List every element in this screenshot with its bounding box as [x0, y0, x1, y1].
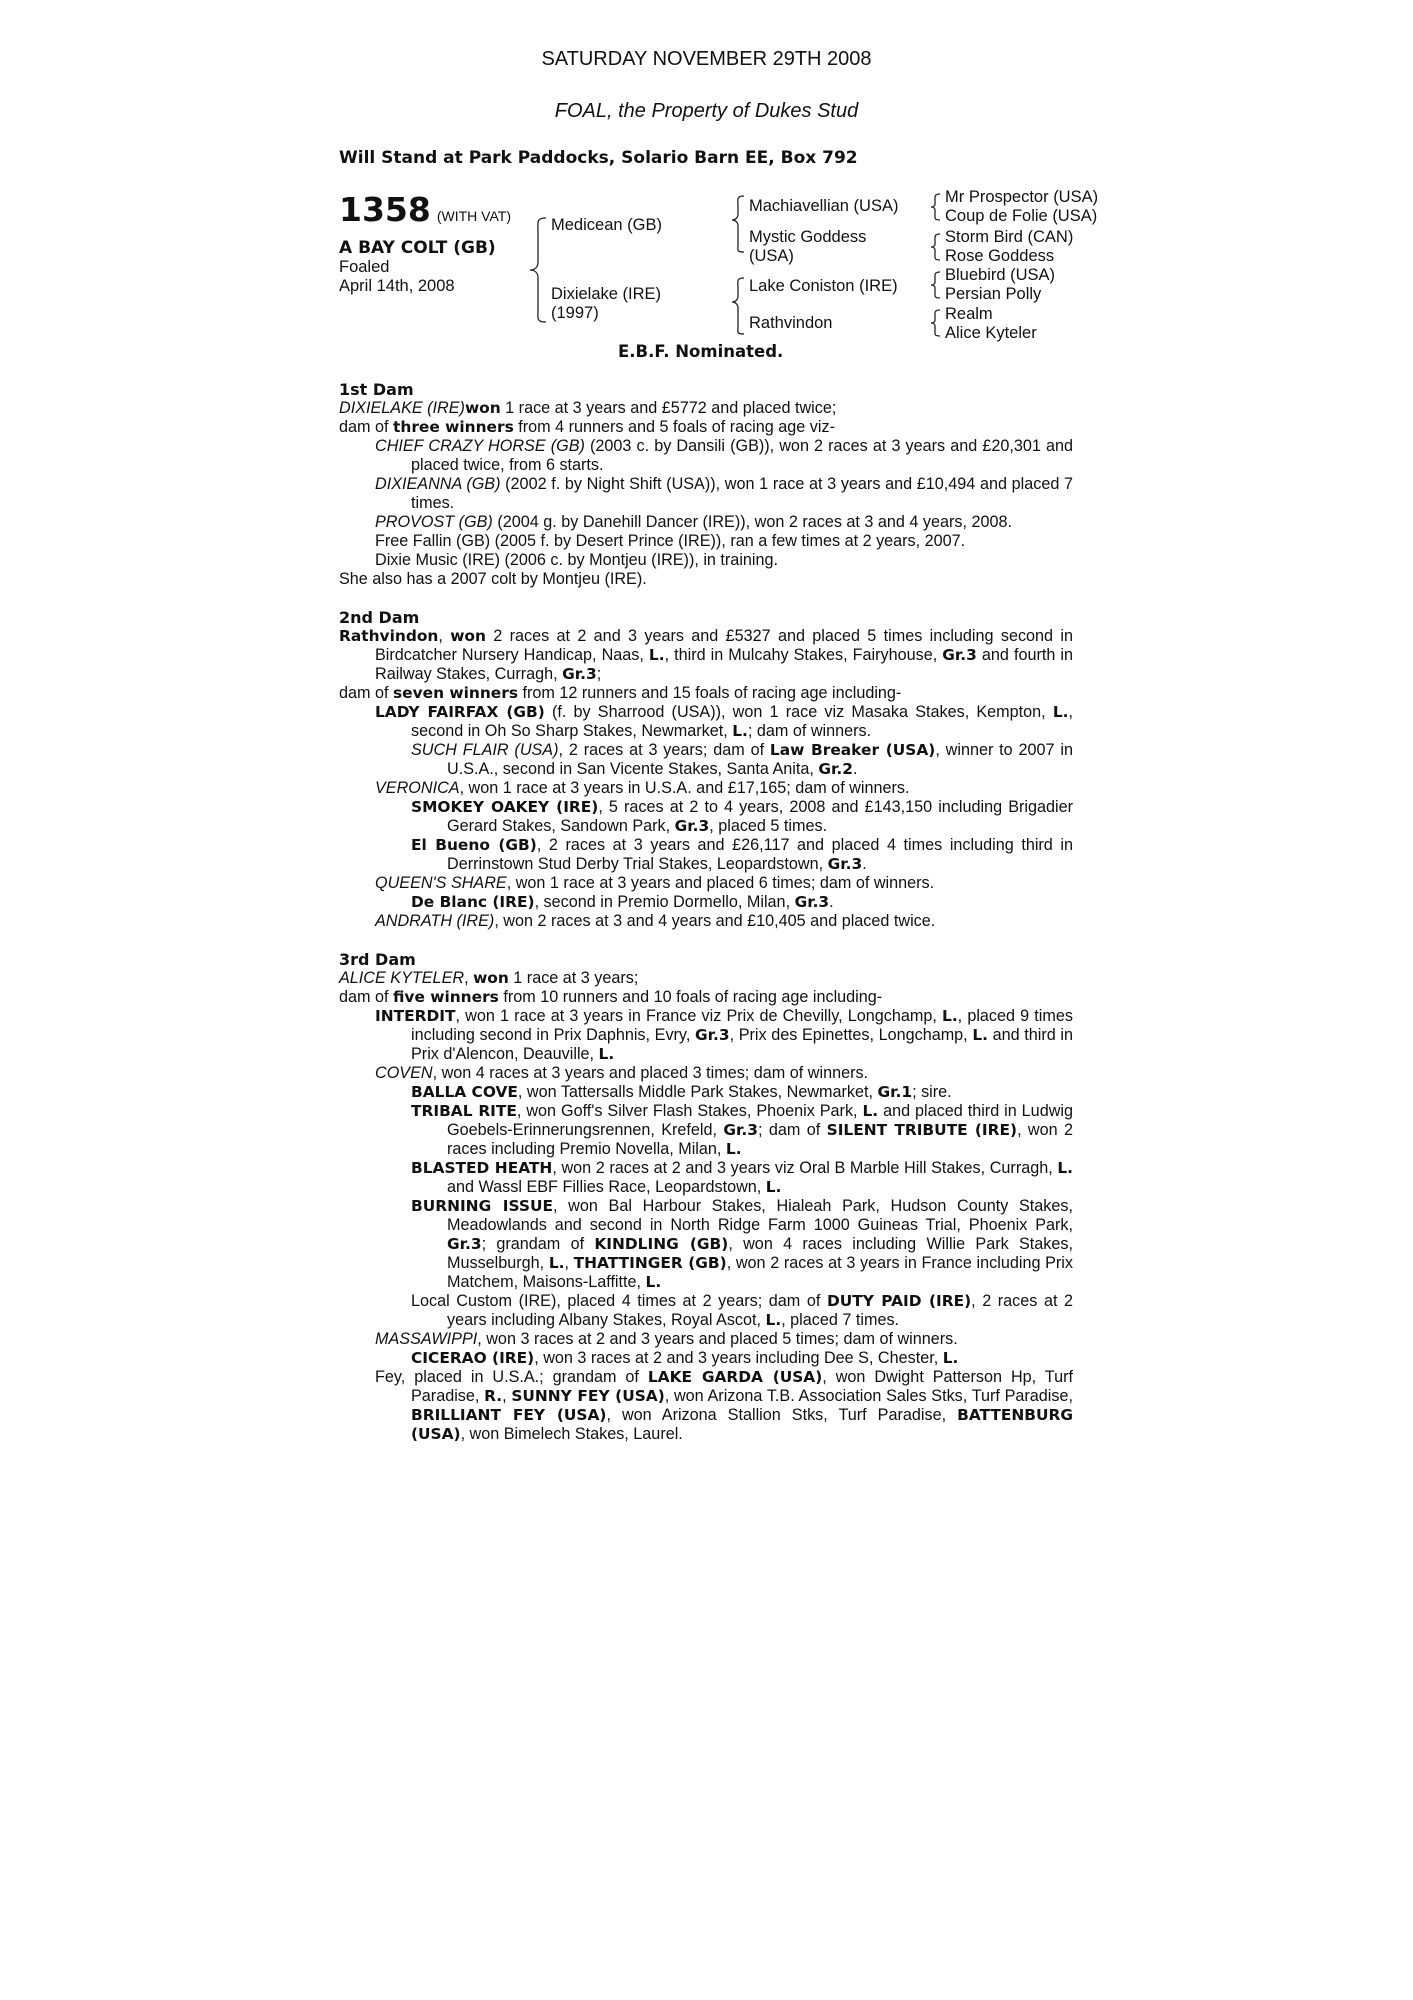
pedigree-dam-line1: Dixielake (IRE)	[551, 285, 662, 303]
pedigree-sss: Mr Prospector (USA)	[945, 188, 1099, 206]
foal-property-line: FOAL, the Property of Dukes Stud	[554, 100, 859, 122]
dam3-summary: ALICE KYTELER, won 1 race at 3 years;	[339, 969, 639, 987]
produce-entry: BLASTED HEATH, won 2 races at 2 and 3 years viz Oral B Marble Hill Stakes, Curragh, L. and Wassl EBF Fillies Race, Leopardstown, L.	[411, 1159, 1074, 1196]
section-heading-1st-dam: 1st Dam	[339, 380, 414, 399]
catalogue-body	[339, 380, 1073, 1444]
dam2-summary: Rathvindon, won 2 races at 2 and 3 years and £5327 and placed 5 times including second in Birdcatcher Nursery Handicap, Naas, L., third in Mulcahy Stakes, Fairyhouse, Gr.3 and fourth in Railway Stakes, Curragh, Gr.3;	[339, 627, 1074, 683]
produce-entry: VERONICA, won 1 race at 3 years in U.S.A. and £17,165; dam of winners.	[375, 779, 910, 797]
pedigree-sire-dam-line1: Mystic Goddess	[749, 228, 867, 246]
pedigree-ssd: Coup de Folie (USA)	[945, 207, 1098, 225]
produce-entry: BURNING ISSUE, won Bal Harbour Stakes, Hialeah Park, Hudson County Stakes, Meadowlands and second in North Ridge Farm 1000 Guineas Trial, Phoenix Park, Gr.3; grandam of KINDLING (GB), won 4 races including Willie Park Stakes, Musselburgh, L., THATTINGER (GB), won 2 races at 3 years in France including Prix Matchem, Maisons-Laffitte, L.	[411, 1197, 1073, 1291]
produce-entry: DIXIEANNA (GB) (2002 f. by Night Shift (USA)), won 1 race at 3 years and £10,494 and placed 7 times.	[375, 475, 1073, 512]
stand-location: Will Stand at Park Paddocks, Solario Barn EE, Box 792	[339, 148, 858, 168]
produce-entry: ANDRATH (IRE), won 2 races at 3 and 4 years and £10,405 and placed twice.	[375, 912, 936, 930]
pedigree-dds: Realm	[945, 305, 993, 323]
produce-note: She also has a 2007 colt by Montjeu (IRE).	[339, 570, 647, 588]
pedigree-dss: Bluebird (USA)	[945, 266, 1056, 284]
section-heading-3rd-dam: 3rd Dam	[339, 950, 416, 969]
pedigree-ddd: Alice Kyteler	[945, 324, 1037, 342]
produce-entry: LADY FAIRFAX (GB) (f. by Sharrood (USA)), won 1 race viz Masaka Stakes, Kempton, L., second in Oh So Sharp Stakes, Newmarket, L.; dam of winners.	[375, 703, 1073, 740]
section-heading-2nd-dam: 2nd Dam	[339, 608, 420, 627]
pedigree-dsd: Persian Polly	[945, 285, 1042, 303]
dam2-produce-summary: dam of seven winners from 12 runners and 15 foals of racing age including-	[339, 684, 902, 702]
produce-entry: Free Fallin (GB) (2005 f. by Desert Prince (IRE)), ran a few times at 2 years, 2007.	[375, 532, 966, 550]
sale-date: SATURDAY NOVEMBER 29TH 2008	[541, 48, 872, 70]
foaled-date: April 14th, 2008	[339, 277, 455, 295]
ebf-nominated: E.B.F. Nominated.	[618, 342, 784, 361]
produce-entry: PROVOST (GB) (2004 g. by Danehill Dancer (IRE)), won 2 races at 3 and 4 years, 2008.	[375, 513, 1012, 531]
produce-entry: MASSAWIPPI, won 3 races at 2 and 3 years and placed 5 times; dam of winners.	[375, 1330, 958, 1348]
produce-entry: CICERAO (IRE), won 3 races at 2 and 3 years including Dee S, Chester, L.	[411, 1349, 959, 1367]
pedigree-sire: Medicean (GB)	[551, 216, 662, 234]
pedigree-sds: Storm Bird (CAN)	[945, 228, 1074, 246]
dam3-produce-summary: dam of five winners from 10 runners and 10 foals of racing age including-	[339, 988, 883, 1006]
produce-entry: Fey, placed in U.S.A.; grandam of LAKE GARDA (USA), won Dwight Patterson Hp, Turf Paradise, R., SUNNY FEY (USA), won Arizona T.B. Association Sales Stks, Turf Paradise, BRILLIANT FEY (USA), won Arizona Stallion Stks, Turf Paradise, BATTENBURG (USA), won Bimelech Stakes, Laurel.	[375, 1368, 1073, 1443]
produce-entry: SUCH FLAIR (USA), 2 races at 3 years; dam of Law Breaker (USA), winner to 2007 in U.S.A., second in San Vicente Stakes, Santa Anita, Gr.2.	[411, 741, 1073, 778]
lot-number-value: 1358	[339, 190, 431, 229]
pedigree-sdd: Rose Goddess	[945, 247, 1055, 265]
pedigree-sire-sire: Machiavellian (USA)	[749, 197, 899, 215]
lot-description: A BAY COLT (GB)	[339, 238, 496, 258]
pedigree-braces	[0, 0, 1413, 360]
foaled-label: Foaled	[339, 258, 390, 276]
produce-entry: TRIBAL RITE, won Goff's Silver Flash Stakes, Phoenix Park, L. and placed third in Ludwig Goebels-Erinnerungsrennen, Krefeld, Gr.3; dam of SILENT TRIBUTE (IRE), won 2 races including Premio Novella, Milan, L.	[411, 1102, 1073, 1158]
vat-note: (WITH VAT)	[436, 208, 511, 224]
produce-entry: SMOKEY OAKEY (IRE), 5 races at 2 to 4 years, 2008 and £143,150 including Brigadier Gerard Stakes, Sandown Park, Gr.3, placed 5 times.	[411, 798, 1073, 835]
produce-entry: Local Custom (IRE), placed 4 times at 2 years; dam of DUTY PAID (IRE), 2 races at 2 years including Albany Stakes, Royal Ascot, L., placed 7 times.	[411, 1292, 1074, 1329]
produce-entry: El Bueno (GB), 2 races at 3 years and £26,117 and placed 4 times including third in Derrinstown Stud Derby Trial Stakes, Leopardstown, Gr.3.	[411, 836, 1074, 873]
produce-entry: QUEEN'S SHARE, won 1 race at 3 years and placed 6 times; dam of winners.	[375, 874, 935, 892]
pedigree-dam-sire: Lake Coniston (IRE)	[749, 277, 898, 295]
produce-entry: Dixie Music (IRE) (2006 c. by Montjeu (IRE)), in training.	[375, 551, 779, 569]
pedigree-dam-dam: Rathvindon	[749, 314, 833, 332]
produce-entry: INTERDIT, won 1 race at 3 years in France viz Prix de Chevilly, Longchamp, L., placed 9 times including second in Prix Daphnis, Evry, Gr.3, Prix des Epinettes, Longchamp, L. and third in Prix d'Alencon, Deauville, L.	[375, 1007, 1073, 1063]
pedigree-dam-line2: (1997)	[551, 304, 599, 322]
produce-entry: COVEN, won 4 races at 3 years and placed 3 times; dam of winners.	[375, 1064, 869, 1082]
produce-entry: BALLA COVE, won Tattersalls Middle Park Stakes, Newmarket, Gr.1; sire.	[411, 1083, 952, 1101]
dam1-summary: DIXIELAKE (IRE)won 1 race at 3 years and £5772 and placed twice;	[339, 399, 837, 417]
dam1-produce-summary: dam of three winners from 4 runners and 5 foals of racing age viz-	[339, 418, 835, 436]
produce-entry: De Blanc (IRE), second in Premio Dormello, Milan, Gr.3.	[411, 893, 834, 911]
produce-entry: CHIEF CRAZY HORSE (GB) (2003 c. by Dansili (GB)), won 2 races at 3 years and £20,301 and placed twice, from 6 starts.	[375, 437, 1073, 474]
pedigree-sire-dam-line2: (USA)	[749, 247, 794, 265]
